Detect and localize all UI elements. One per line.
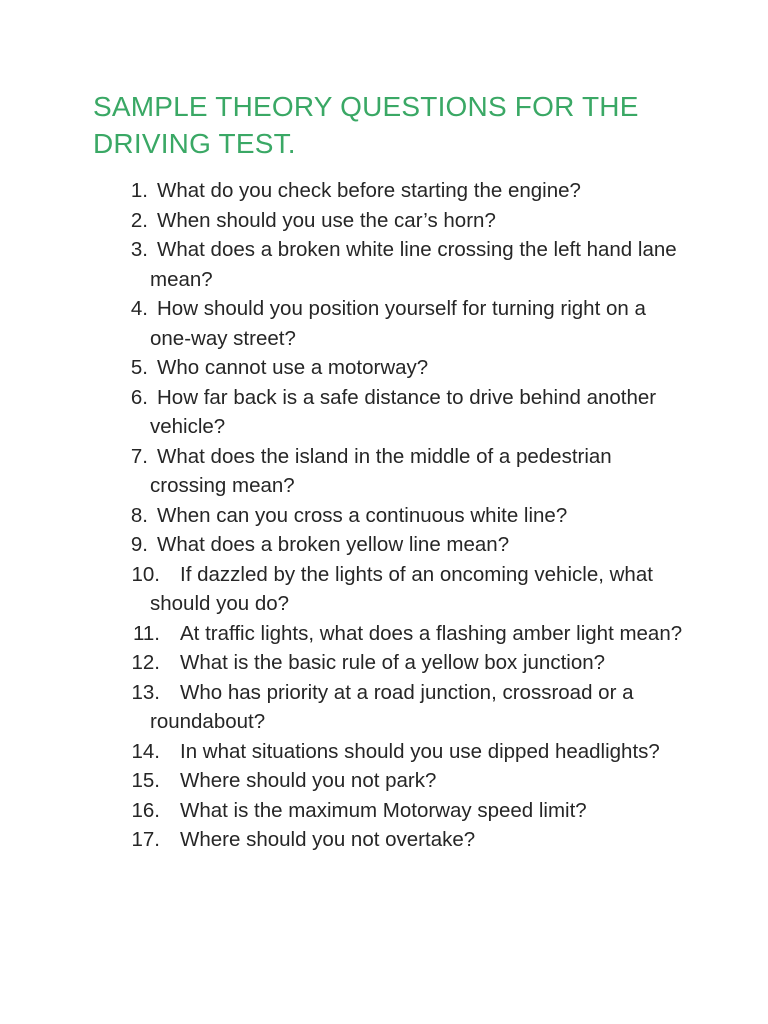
question-text: What do you check before starting the engine?: [157, 179, 581, 202]
question-number: 4.: [130, 297, 148, 320]
question-number: 2.: [130, 208, 148, 232]
question-text: At traffic lights, what does a flashing amber light mean?: [180, 621, 683, 645]
question-number: 7.: [130, 444, 148, 468]
question-item: [0, 501, 768, 531]
question-text: Who cannot use a motorway?: [157, 356, 429, 379]
question-item: [0, 530, 768, 560]
question-number: 9.: [130, 533, 148, 556]
question-number: 15.: [131, 769, 160, 792]
question-item: [0, 235, 768, 294]
question-text: How should you position yourself for turning right on a one-way street?: [150, 297, 646, 350]
question-text: Where should you not overtake?: [180, 828, 476, 851]
question-text: When can you cross a continuous white line?: [157, 503, 568, 527]
question-number: 1.: [130, 179, 148, 202]
question-number: 17.: [131, 828, 160, 851]
question-number: 13.: [131, 680, 160, 704]
question-item: [0, 442, 768, 501]
question-item: [0, 294, 768, 353]
question-number: 3.: [130, 238, 148, 261]
question-item: [0, 619, 768, 649]
question-text: What does a broken yellow line mean?: [157, 533, 510, 556]
question-text: If dazzled by the lights of an oncoming vehicle, what should you do?: [150, 562, 653, 615]
question-text: When should you use the car’s horn?: [157, 208, 496, 232]
question-text: How far back is a safe distance to drive behind another vehicle?: [150, 385, 657, 438]
question-item: [0, 383, 768, 442]
question-text: What does a broken white line crossing the left hand lane mean?: [150, 238, 677, 291]
question-number: 11.: [133, 621, 160, 645]
question-item: [0, 353, 768, 383]
question-number: 6.: [130, 385, 148, 409]
question-number: 5.: [130, 356, 148, 379]
question-number: 12.: [131, 651, 160, 674]
question-item: [0, 796, 768, 826]
question-list: [0, 176, 768, 855]
question-text: Who has priority at a road junction, crossroad or a roundabout?: [150, 680, 634, 733]
question-item: [0, 176, 768, 206]
question-item: [0, 678, 768, 737]
question-text: What does the island in the middle of a pedestrian crossing mean?: [150, 444, 612, 497]
question-item: [0, 737, 768, 767]
question-text: What is the basic rule of a yellow box junction?: [180, 651, 606, 674]
question-text: In what situations should you use dipped headlights?: [180, 739, 660, 763]
question-number: 8.: [130, 503, 148, 527]
question-text: Where should you not park?: [180, 769, 437, 792]
question-number: 10.: [131, 562, 160, 586]
question-item: [0, 648, 768, 678]
question-item: [0, 766, 768, 796]
question-text: What is the maximum Motorway speed limit?: [180, 798, 587, 822]
question-number: 16.: [131, 798, 160, 822]
document-title: SAMPLE THEORY QUESTIONS FOR THE DRIVING TEST.: [93, 91, 639, 159]
question-number: 14.: [131, 739, 160, 763]
question-item: [0, 206, 768, 236]
question-item: [0, 825, 768, 855]
question-item: [0, 560, 768, 619]
